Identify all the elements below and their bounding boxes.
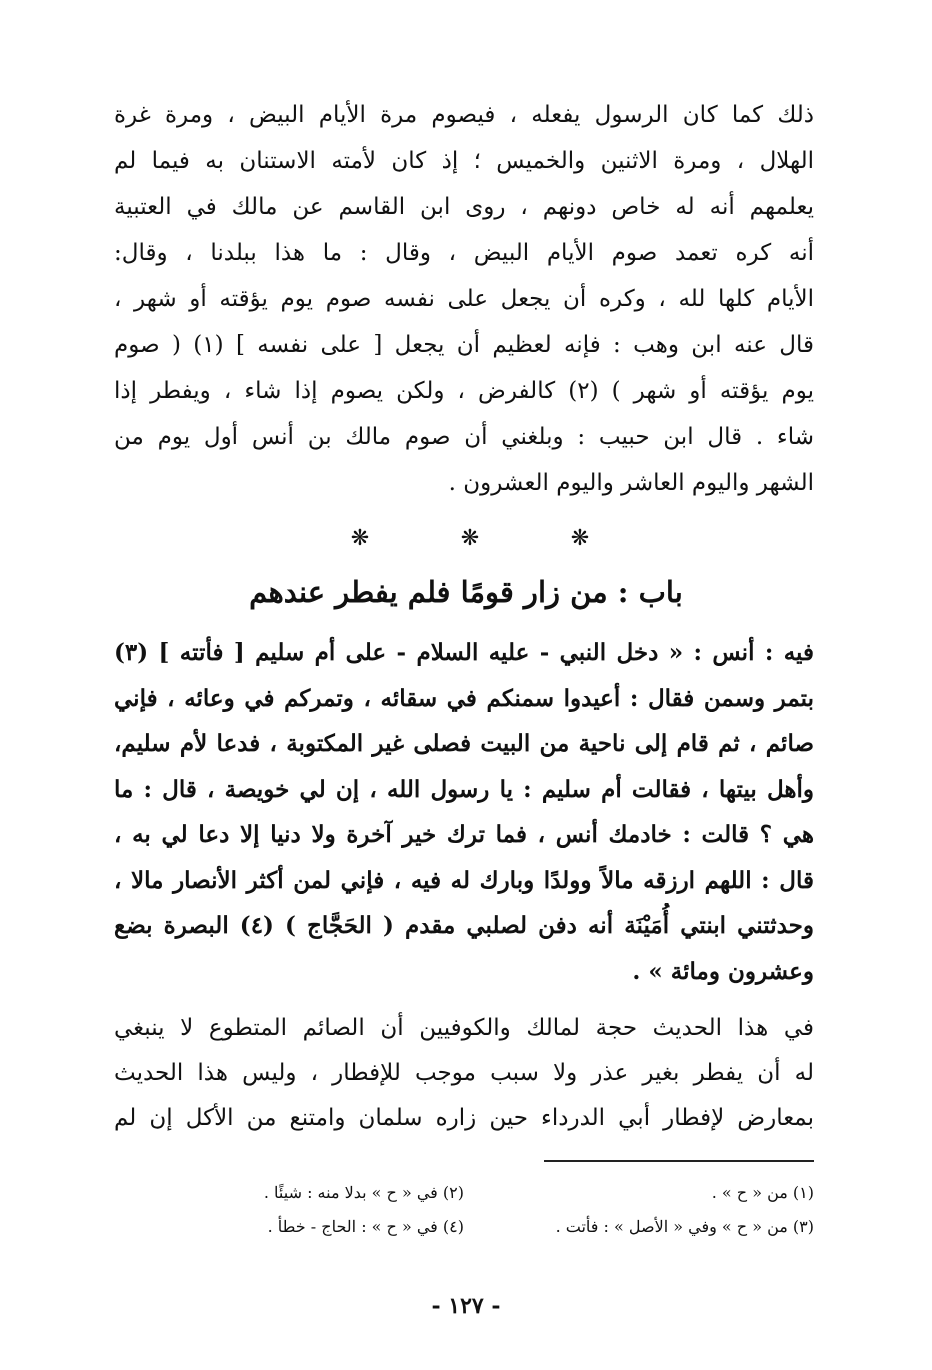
asterism-icon: ❋ — [570, 525, 590, 551]
footnote-row — [114, 1176, 814, 1210]
text-line: بتمر وسمن فقال : أعيدوا سمنكم في سقائه ، وتمركم في وعائه ، فإني — [114, 684, 814, 712]
footnote-2: (٢) في « ح » بدلا منه : شيئًا . — [263, 1183, 464, 1202]
text-line: يوم يؤقته أو شهر ) (٢) كالفرض ، ولكن يصوم إذا شاء ، ويفطر إذا — [114, 378, 814, 404]
section-separator — [340, 520, 600, 556]
text-line: الهلال ، ومرة الاثنين والخميس ؛ إذ كان لأمته الاستنان به فيما لم — [114, 148, 814, 174]
page-number: - ١٢٧ - — [431, 1293, 501, 1319]
hadith-text — [114, 630, 814, 994]
text-line: قال : اللهم ارزقه مالاً وولدًا وبارك له فيه ، فإني لمن أكثر الأنصار مالا ، — [114, 866, 814, 894]
text-line: أنه كره تعمد صوم الأيام البيض ، وقال : ما هذا ببلدنا ، وقال: — [114, 240, 814, 266]
footnote-divider — [544, 1160, 814, 1162]
asterism-icon: ❋ — [460, 525, 480, 551]
text-line: هي ؟ قالت : خادمك أنس ، فما ترك خير آخرة ولا دنيا إلا دعا لي به ، — [114, 821, 814, 848]
footnotes — [114, 1176, 814, 1244]
text-line: في هذا الحديث حجة لمالك والكوفيين أن الصائم المتطوع لا ينبغي — [114, 1015, 814, 1041]
text-line: وعشرون ومائة » . — [632, 957, 814, 985]
asterism-icon: ❋ — [350, 525, 370, 551]
text-line: وأهل بيتها ، فقالت أم سليم : يا رسول الله ، إن لي خويصة ، قال : ما — [114, 775, 814, 803]
footnote-1: (١) من « ح » . — [711, 1183, 814, 1202]
paragraph-3 — [114, 1006, 814, 1141]
footnote-row — [114, 1210, 814, 1244]
paragraph-1 — [114, 92, 814, 506]
text-line: الشهر واليوم العاشر واليوم العشرون . — [448, 470, 814, 496]
text-line: الأيام كلها لله ، وكره أن يجعل على نفسه صوم يوم يؤقته أو شهر ، — [114, 286, 814, 312]
text-line: وحدثتني ابنتي أُمَيْنَة أنه دفن لصلبي مقدم ( الحَجَّاج ) (٤) البصرة بضع — [114, 912, 814, 939]
footnote-4: (٤) في « ح » : الحاج - خطأ . — [267, 1217, 464, 1236]
text-line: فيه : أنس : « دخل النبي - عليه السلام - على أم سليم [ فأتته ] (٣) — [114, 639, 814, 666]
text-line: بمعارض لإفطار أبي الدرداء حين زاره سلمان وامتنع من الأكل إن لم — [114, 1105, 814, 1131]
text-line: شاء . قال ابن حبيب : وبلغني أن صوم مالك بن أنس أول يوم من — [114, 424, 814, 450]
text-line: يعلمهم أنه له خاص دونهم ، روى ابن القاسم عن مالك في العتبية — [114, 194, 814, 220]
text-line: ذلك كما كان الرسول يفعله ، فيصوم مرة الأيام البيض ، ومرة غرة — [114, 102, 814, 128]
text-line: صائم ، ثم قام إلى ناحية من البيت فصلى غير المكتوبة ، فدعا لأم سليم، — [114, 730, 814, 757]
text-line: له أن يفطر بغير عذر ولا سبب موجب للإفطار ، وليس هذا الحديث — [114, 1060, 814, 1086]
text-line: قال عنه ابن وهب : فإنه لعظيم أن يجعل [ على نفسه ] (١) ( صوم — [114, 332, 814, 358]
chapter-title: باب : من زار قومًا فلم يفطر عندهم — [249, 575, 683, 609]
footnote-3: (٣) من « ح » وفي « الأصل » : فأتت . — [555, 1217, 814, 1236]
